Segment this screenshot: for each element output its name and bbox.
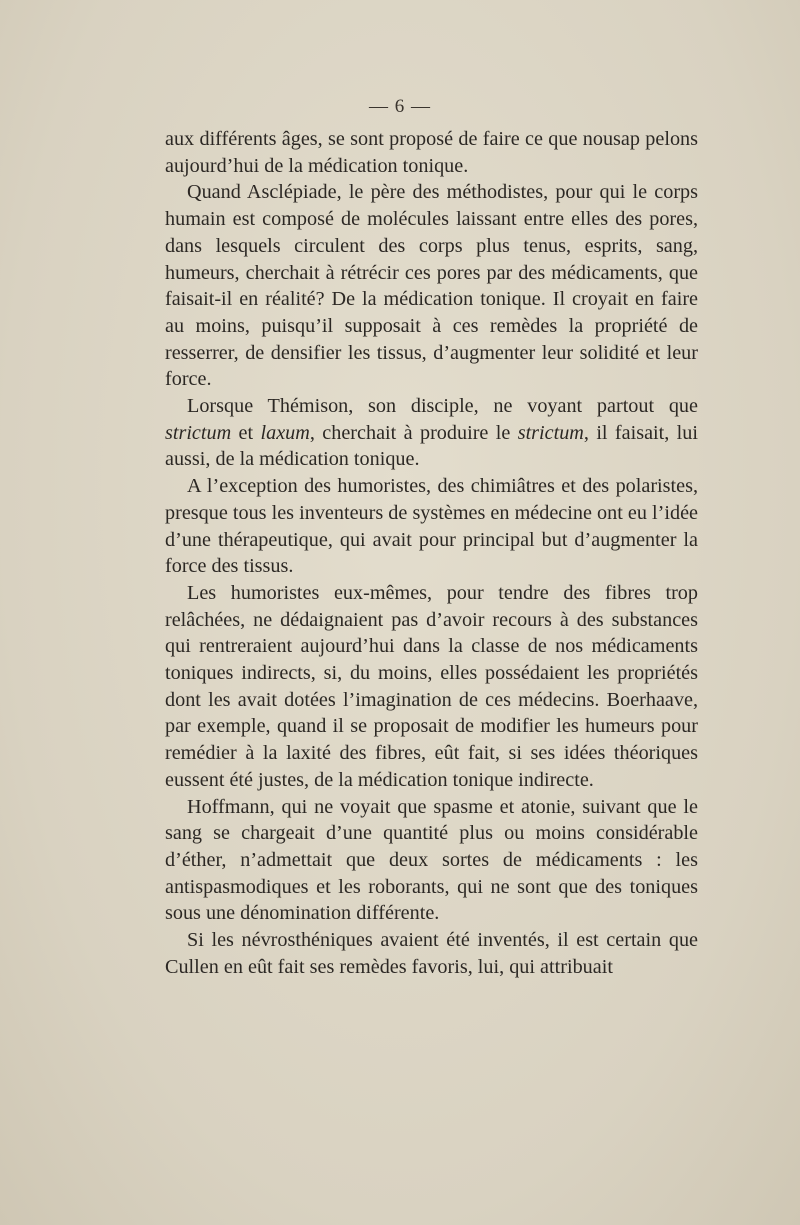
page-number: — 6 — bbox=[369, 96, 431, 117]
paragraph-3-italic-strictum-2: strictum bbox=[517, 421, 584, 444]
paragraph-7: Si les névrosthéniques avaient été inventés, il est certain que Cullen en eût fait ses remèdes favoris, lui, qui attribuait bbox=[165, 929, 698, 978]
paragraph-3-text-g: , il faisait, lui aussi, de la médication tonique. bbox=[165, 421, 698, 471]
paragraph-2: Quand Asclépiade, le père des méthodistes, pour qui le corps humain est composé de molécules laissant entre elles des pores, dans lesquels circulent des corps plus tenus, esprits, sang, humeurs, cherchait à rétrécir ces pores par des médicaments, que faisait-il en réalité? De la médication tonique. Il croyait en faire au moins, puisqu’il supposait à ces remèdes la propriété de resserrer, de densifier les tissus, d’augmenter leur solidité et leur force. bbox=[165, 181, 698, 391]
paragraph-5: Les humoristes eux-mêmes, pour tendre des fibres trop relâchées, ne dédaignaient pas d’avoir recours à des substances qui rentreraient aujourd’hui dans la classe de nos médicaments toniques indirects, si, du moins, elles possédaient les propriétés dont les avait dotées l’imagination de ces médecins. Boerhaave, par exemple, quand il se proposait de modifier les humeurs pour remédier à la laxité des fibres, eût fait, si ses idées théoriques eussent été justes, de la médication tonique indirecte. bbox=[165, 581, 698, 791]
body-text bbox=[165, 126, 698, 981]
paragraph-3-italic-strictum: strictum bbox=[165, 421, 232, 444]
paragraph-3-text-c: et bbox=[231, 421, 261, 444]
paragraph-3-text-a: Lorsque Thémison, son disciple, ne voyant partout que bbox=[187, 395, 698, 418]
paragraph-3-text-e: , cherchait à produire le bbox=[309, 421, 518, 444]
paragraph-3-italic-laxum: laxum bbox=[260, 421, 310, 444]
paragraph-3 bbox=[165, 393, 698, 473]
paragraph-4: A l’exception des humoristes, des chimiâtres et des polaristes, presque tous les inventeurs de systèmes en médecine ont eu l’idée d’une thérapeutique, qui avait pour principal but d’augmenter la force des tissus. bbox=[165, 475, 698, 578]
paragraph-6: Hoffmann, qui ne voyait que spasme et atonie, suivant que le sang se chargeait d’une quantité plus ou moins considérable d’éther, n’admettait que deux sortes de médicaments : les antispasmodiques et les roborants, qui ne sont que des toniques sous une dénomination différente. bbox=[165, 795, 698, 925]
paragraph-1: aux différents âges, se sont proposé de faire ce que nousap pelons aujourd’hui de la médication tonique. bbox=[165, 128, 698, 177]
